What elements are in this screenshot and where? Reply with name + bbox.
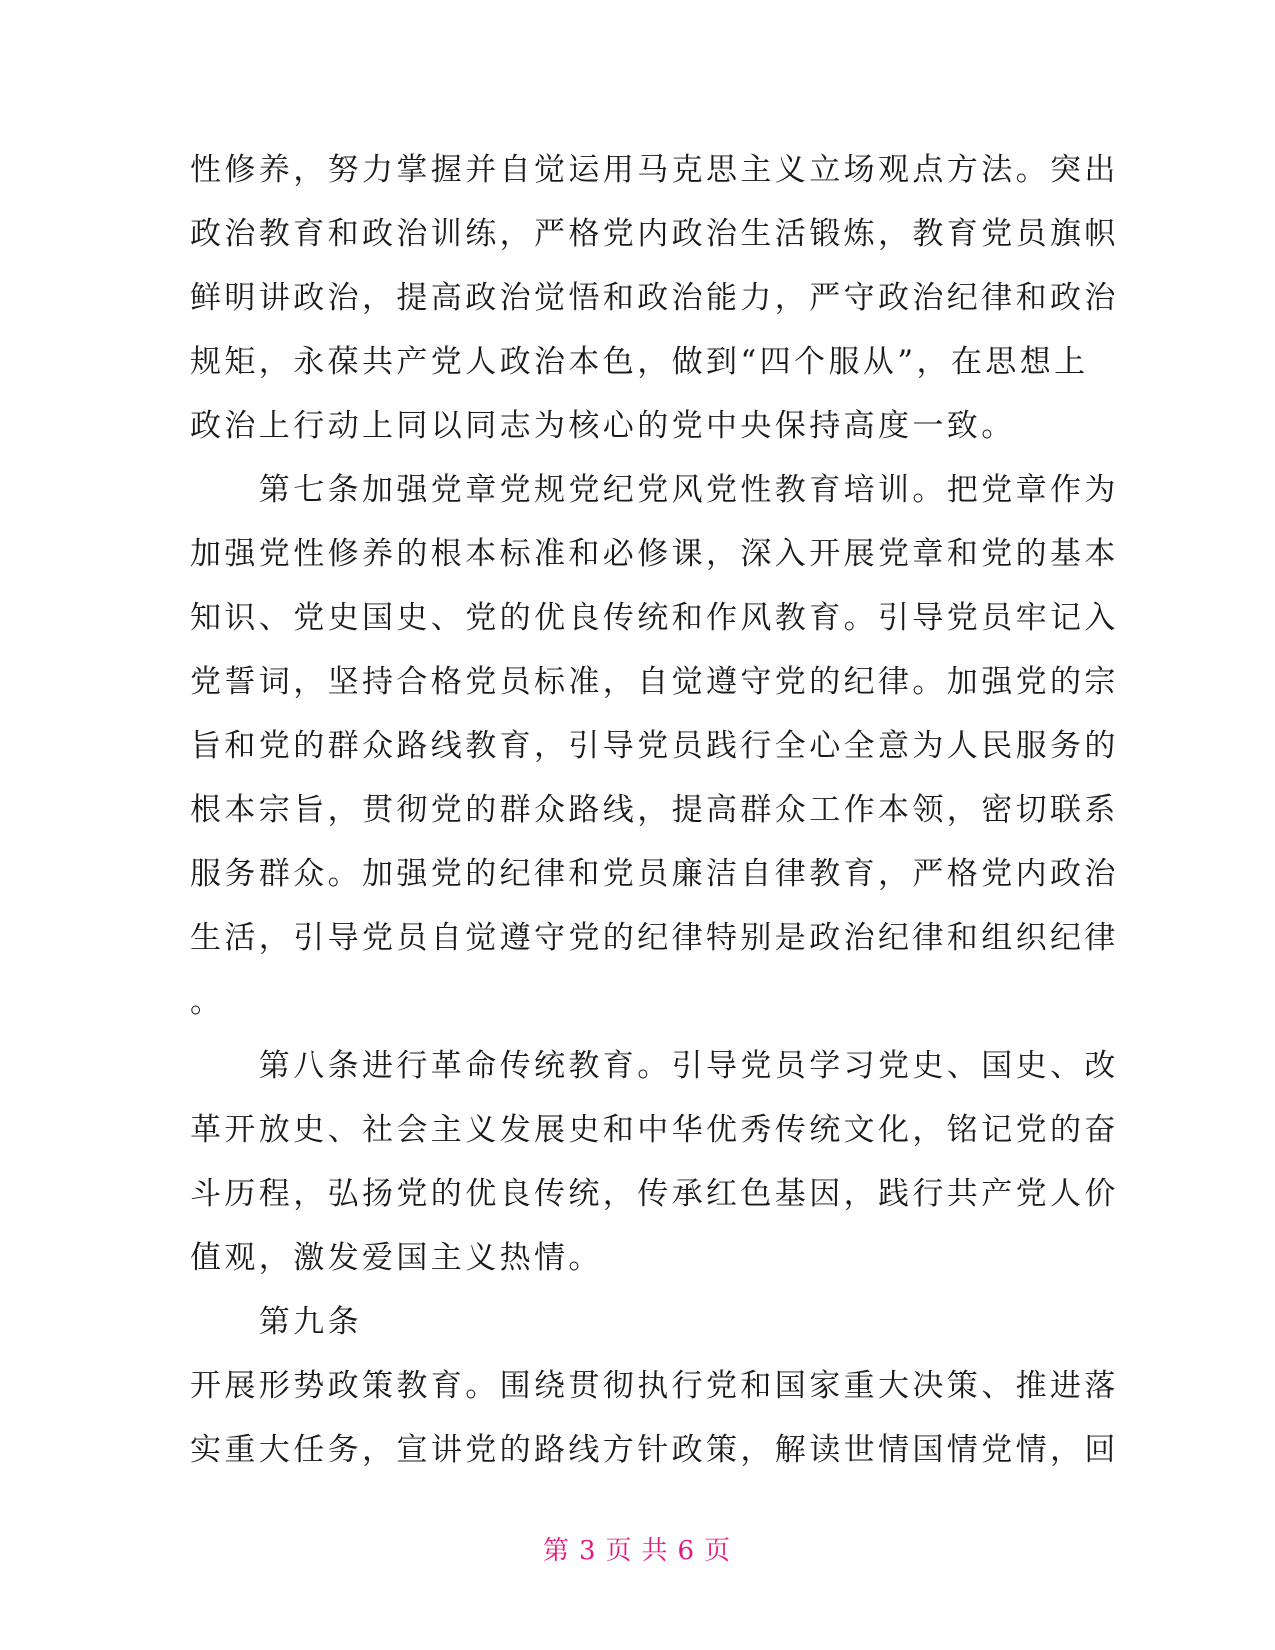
text-line: 革开放史、社会主义发展史和中华优秀传统文化，铭记党的奋 bbox=[190, 1112, 1119, 1148]
text-line: 鲜明讲政治，提高政治觉悟和政治能力，严守政治纪律和政治 bbox=[190, 280, 1119, 316]
text-line: 生活，引导党员自觉遵守党的纪律特别是政治纪律和组织纪律 bbox=[190, 920, 1119, 956]
footer-total-prefix: 共 bbox=[641, 1536, 670, 1566]
text-line: 党誓词，坚持合格党员标准，自觉遵守党的纪律。加强党的宗 bbox=[190, 664, 1119, 700]
text-line: 规矩，永葆共产党人政治本色，做到“四个服从”，在思想上 bbox=[190, 344, 1089, 380]
text-line: 。 bbox=[190, 984, 225, 1020]
text-line: 斗历程，弘扬党的优良传统，传承红色基因，践行共产党人价 bbox=[190, 1176, 1119, 1212]
text-line: 知识、党史国史、党的优良传统和作风教育。引导党员牢记入 bbox=[190, 600, 1119, 636]
article-9-heading: 第九条 bbox=[190, 1304, 362, 1340]
document-body bbox=[190, 138, 1119, 1482]
article-7-first-line: 第七条加强党章党规党纪党风党性教育培训。把党章作为 bbox=[190, 472, 1119, 508]
text-line: 根本宗旨，贯彻党的群众路线，提高群众工作本领，密切联系 bbox=[190, 792, 1119, 828]
footer-page-suffix: 页 bbox=[704, 1536, 733, 1566]
text-line: 性修养，努力掌握并自觉运用马克思主义立场观点方法。突出 bbox=[190, 152, 1119, 188]
footer-total-pages: 6 bbox=[677, 1536, 697, 1566]
page-footer bbox=[0, 1530, 1275, 1567]
article-8-first-line: 第八条进行革命传统教育。引导党员学习党史、国史、改 bbox=[190, 1048, 1119, 1084]
text-line: 值观，激发爱国主义热情。 bbox=[190, 1240, 603, 1276]
footer-page-prefix: 第 bbox=[542, 1536, 571, 1566]
footer-current-page: 3 bbox=[578, 1536, 598, 1566]
text-line: 政治上行动上同以同志为核心的党中央保持高度一致。 bbox=[190, 408, 1016, 444]
text-line: 实重大任务，宣讲党的路线方针政策，解读世情国情党情，回 bbox=[190, 1432, 1119, 1468]
text-line: 旨和党的群众路线教育，引导党员践行全心全意为人民服务的 bbox=[190, 728, 1119, 764]
text-line: 政治教育和政治训练，严格党内政治生活锻炼，教育党员旗帜 bbox=[190, 216, 1119, 252]
text-line: 开展形势政策教育。围绕贯彻执行党和国家重大决策、推进落 bbox=[190, 1368, 1119, 1404]
footer-page-mid: 页 bbox=[605, 1536, 634, 1566]
text-line: 服务群众。加强党的纪律和党员廉洁自律教育，严格党内政治 bbox=[190, 856, 1119, 892]
text-line: 加强党性修养的根本标准和必修课，深入开展党章和党的基本 bbox=[190, 536, 1119, 572]
